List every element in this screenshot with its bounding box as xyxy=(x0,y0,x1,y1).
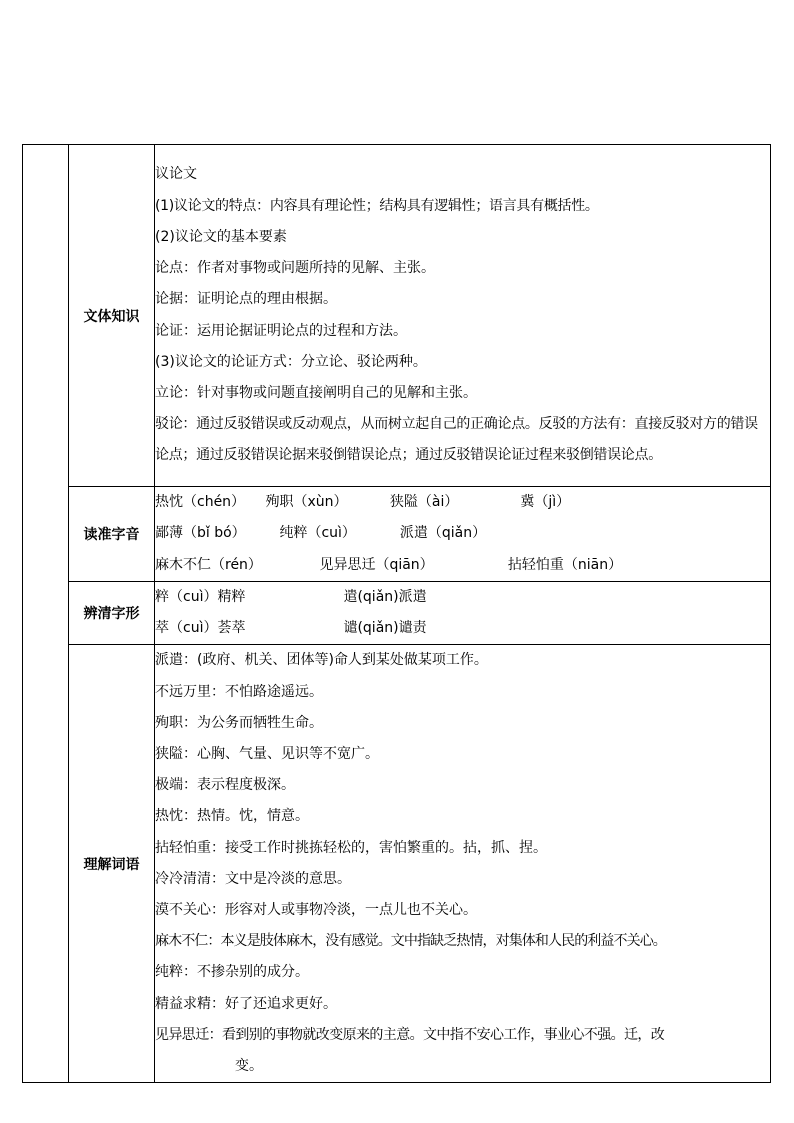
pronunciation-item: 殉职（xùn） xyxy=(265,494,348,511)
vocab-line: 冷冷清清：文中是冷淡的意思。 xyxy=(155,870,351,887)
vocab-line: 狭隘：心胸、气量、见识等不宽广。 xyxy=(155,746,379,763)
vocab-line: 精益求精：好了还追求更好。 xyxy=(155,995,337,1012)
pronunciation-item: 纯粹（cuì） xyxy=(279,525,356,542)
vocab-line-continued: 变。 xyxy=(235,1058,263,1075)
wenti-line: 议论文 xyxy=(155,166,197,183)
wenti-paragraph: 驳论：通过反驳错误或反动观点，从而树立起自己的正确论点。反驳的方法有：直接反驳对方的错误论点；通过反驳错误论据来驳倒错误论点；通过反驳错误论证过程来驳倒错误论点。 xyxy=(155,416,758,464)
pronunciation-row xyxy=(155,518,770,549)
wenti-line: (1)议论文的特点：内容具有理论性；结构具有逻辑性；语言具有概括性。 xyxy=(155,197,599,214)
label-wenti: 文体知识 xyxy=(69,145,155,487)
pronunciation-item: 见异思迁（qiān） xyxy=(319,556,434,573)
row-bianqing xyxy=(23,582,771,645)
content-bianqing xyxy=(155,582,771,645)
vocab-line: 拈轻怕重：接受工作时挑拣轻松的，害怕繁重的。拈，抓、捏。 xyxy=(155,839,547,856)
row-lijie xyxy=(23,645,771,1083)
wenti-line: (3)议论文的论证方式：分立论、驳论两种。 xyxy=(155,353,427,370)
pronunciation-row xyxy=(155,550,770,581)
vocab-line: 漠不关心：形容对人或事物冷淡，一点儿也不关心。 xyxy=(155,902,477,919)
glyph-item: 粹（cuì）精粹 xyxy=(155,589,246,605)
wenti-line: 论点：作者对事物或问题所持的见解、主张。 xyxy=(155,260,435,277)
glyph-row xyxy=(155,613,770,644)
wenti-line: 立论：针对事物或问题直接阐明自己的见解和主张。 xyxy=(155,384,477,401)
pronunciation-item: 热忱（chén） xyxy=(155,494,246,511)
pronunciation-row xyxy=(155,487,770,518)
glyph-row xyxy=(155,582,770,613)
pronunciation-item: 麻木不仁（rén） xyxy=(155,556,262,573)
glyph-item: 遣(qiǎn)派遣 xyxy=(343,589,427,605)
wenti-line: 论据：证明论点的理由根据。 xyxy=(155,291,337,308)
vocab-line: 热忱：热情。忱，情意。 xyxy=(155,808,309,825)
knowledge-table xyxy=(22,144,771,1083)
label-duzhun: 读准字音 xyxy=(69,487,155,582)
content-lijie xyxy=(155,645,771,1083)
glyph-item: 谴(qiǎn)谴责 xyxy=(343,620,427,637)
vocab-line: 麻木不仁：本义是肢体麻木，没有感觉。文中指缺乏热情，对集体和人民的利益不关心。 xyxy=(155,933,666,950)
row-wenti xyxy=(23,145,771,487)
pronunciation-item: 狭隘（ài） xyxy=(389,494,459,511)
vocab-line: 纯粹：不掺杂别的成分。 xyxy=(155,964,309,981)
label-lijie: 理解词语 xyxy=(69,645,155,1083)
pronunciation-item: 派遣（qiǎn） xyxy=(399,525,487,542)
vocab-line: 极端：表示程度极深。 xyxy=(155,777,295,794)
vocab-line: 见异思迁：看到别的事物就改变原来的主意。文中指不安心工作，事业心不强。迁，改 xyxy=(155,1026,665,1043)
vocab-line: 不远万里：不怕路途遥远。 xyxy=(155,683,323,700)
content-duzhun xyxy=(155,487,771,582)
vocab-line: 派遣：(政府、机关、团体等)命人到某处做某项工作。 xyxy=(155,652,488,669)
pronunciation-item: 冀（jì） xyxy=(520,494,571,511)
blank-left-column xyxy=(23,145,69,1083)
row-duzhun xyxy=(23,487,771,582)
pronunciation-item: 鄙薄（bǐ bó） xyxy=(155,525,246,542)
vocab-line: 殉职：为公务而牺牲生命。 xyxy=(155,714,323,731)
wenti-line: (2)议论文的基本要素 xyxy=(155,228,287,245)
glyph-item: 萃（cuì）荟萃 xyxy=(155,620,246,637)
wenti-line: 论证：运用论据证明论点的过程和方法。 xyxy=(155,322,407,339)
pronunciation-item: 拈轻怕重（niān） xyxy=(507,556,623,573)
label-bianqing: 辨清字形 xyxy=(69,582,155,645)
content-wenti xyxy=(155,145,771,487)
